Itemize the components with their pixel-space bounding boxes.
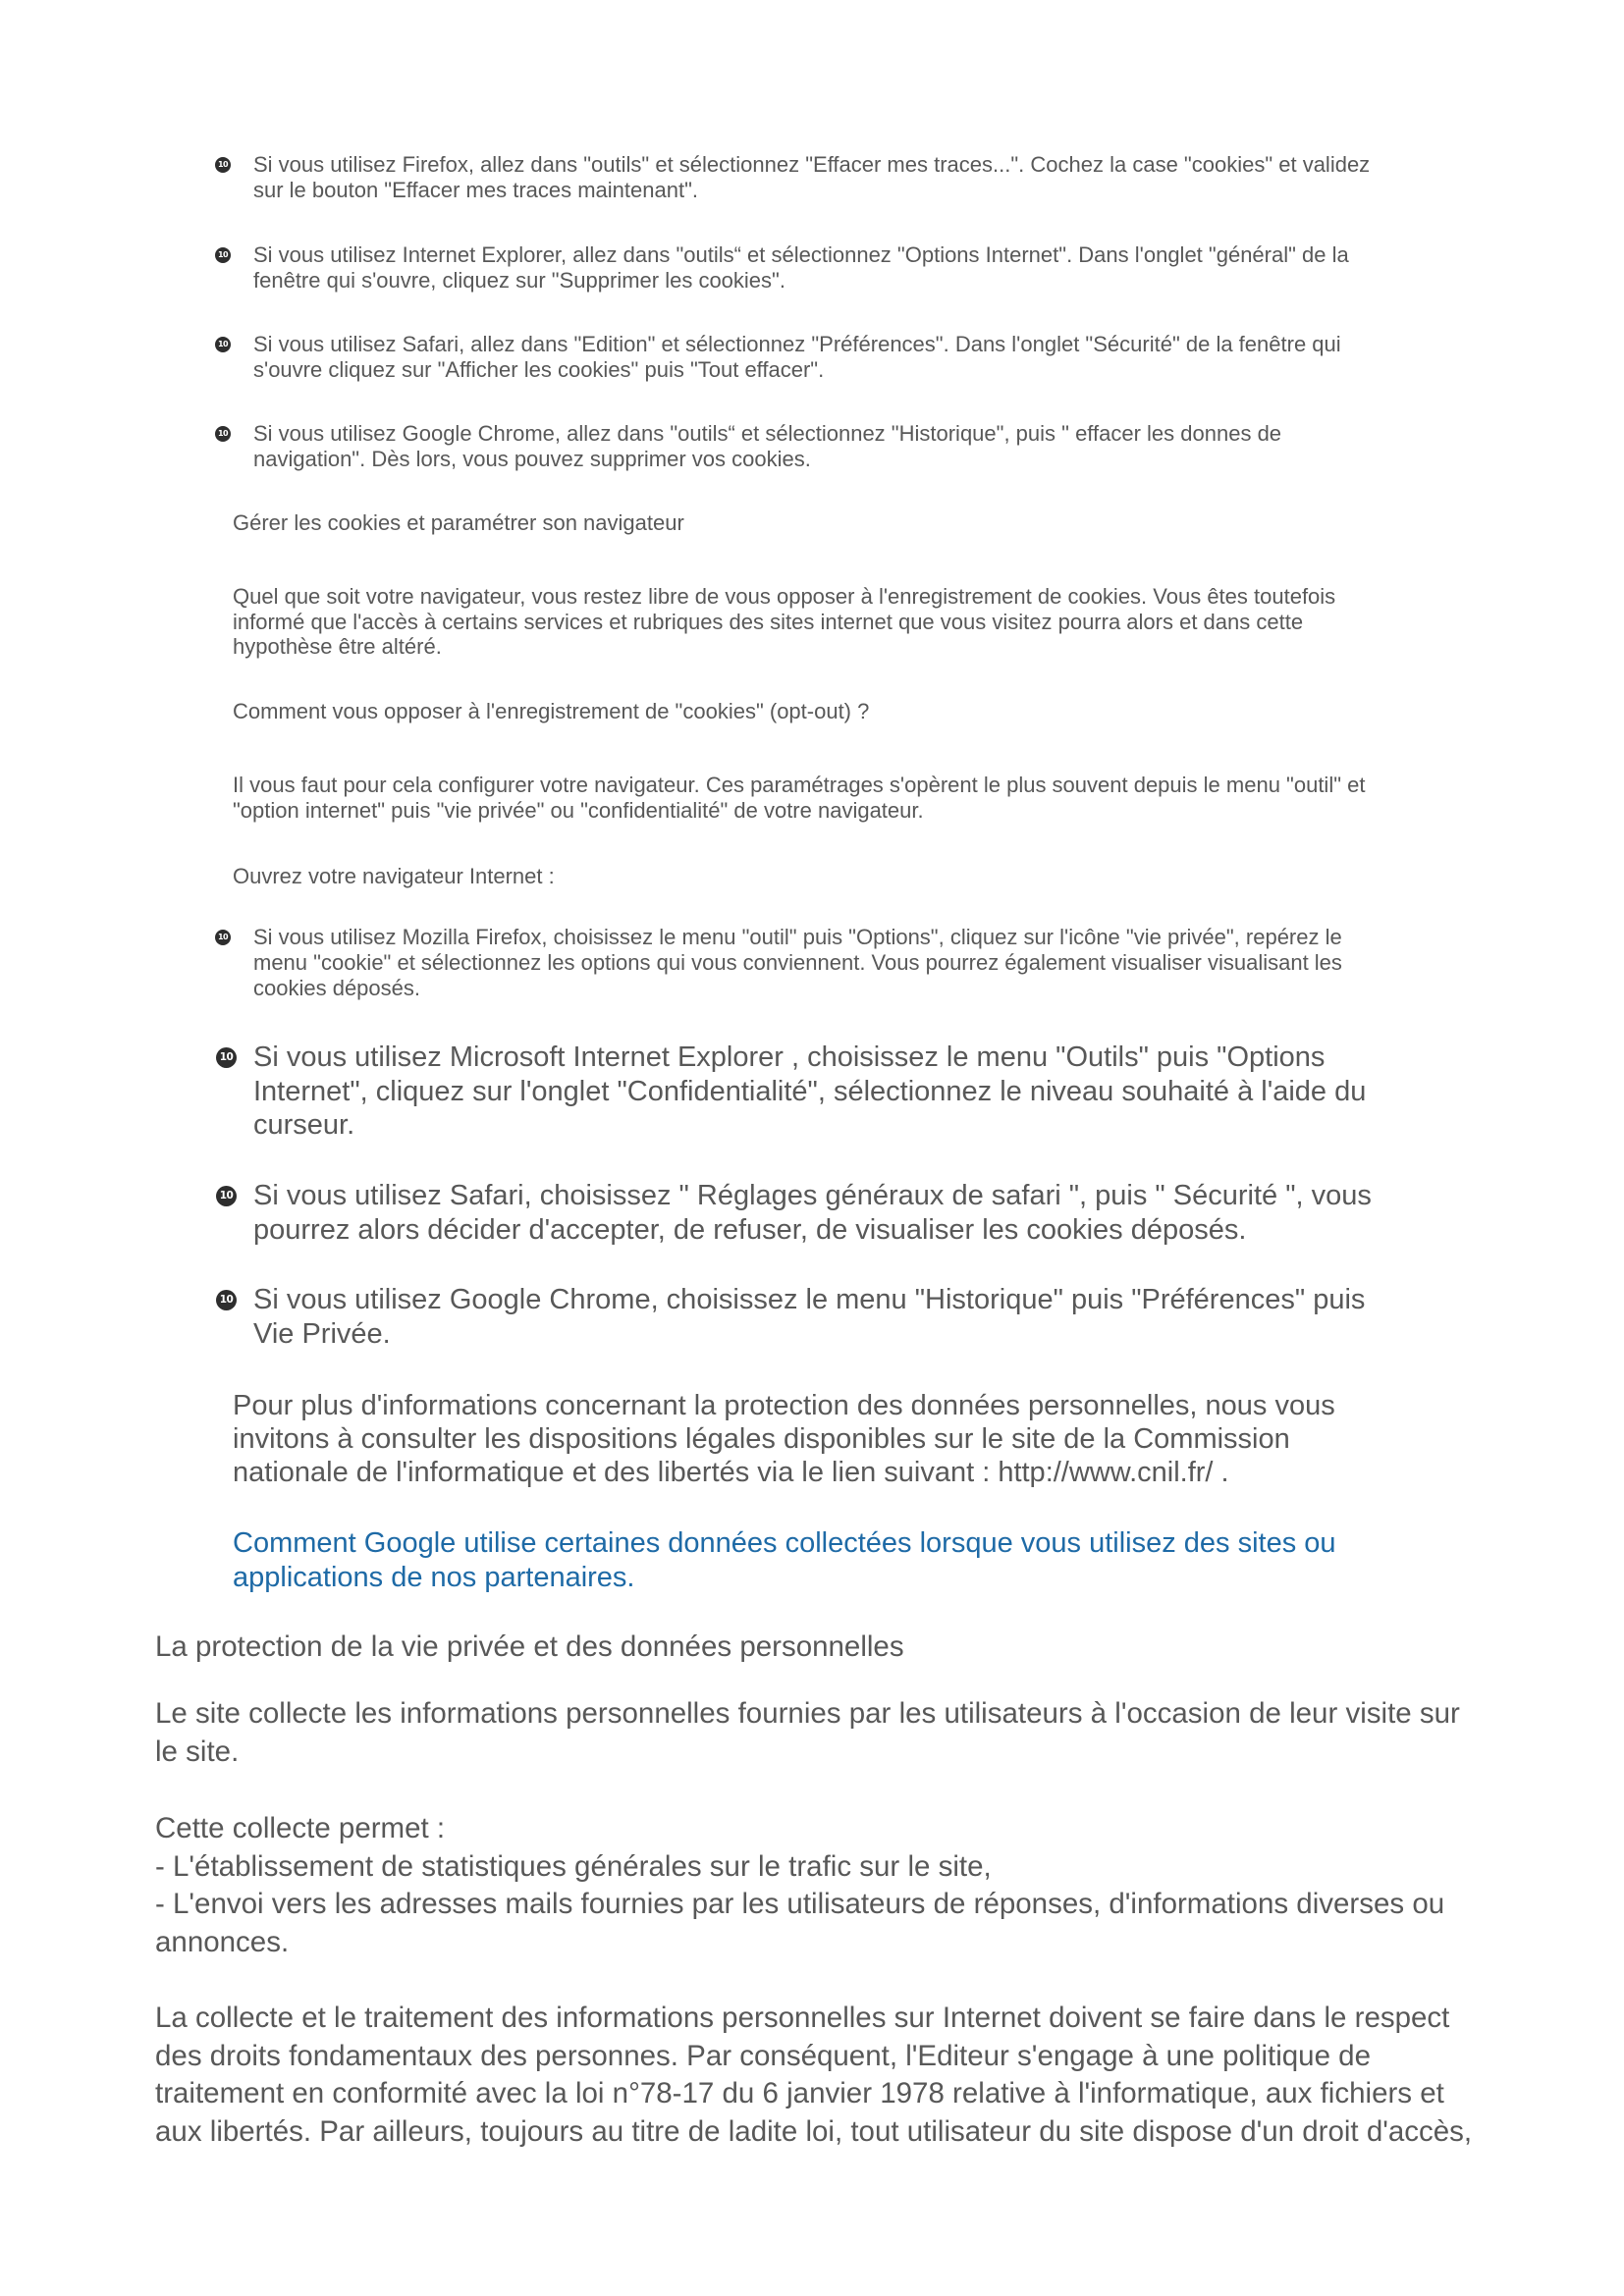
circled-number-ten-icon xyxy=(215,157,231,173)
paragraph-line: traitement en conformité avec la loi n°78-17 du 6 janvier 1978 relative à l'informatique, aux fichiers et xyxy=(155,2077,1444,2109)
step-line: Internet", cliquez sur l'onglet "Confidentialité", sélectionnez le niveau souhaité à l'aide du xyxy=(253,1075,1367,1107)
circled-number-ten-icon xyxy=(215,426,231,442)
browser-step-firefox xyxy=(253,925,1342,1001)
google-partner-data-link[interactable] xyxy=(233,1526,1336,1594)
step-line: sur le bouton "Effacer mes traces maintenant". xyxy=(253,177,698,202)
browser-step-internet-explorer xyxy=(253,1041,1366,1143)
step-line: fenêtre qui s'ouvre, cliquez sur "Supprimer les cookies". xyxy=(253,267,785,293)
privacy-heading: La protection de la vie privée et des données personnelles xyxy=(155,1630,904,1663)
step-line: pourrez alors décider d'accepter, de refuser, de visualiser les cookies déposés. xyxy=(253,1213,1247,1246)
paragraph-line: annonces. xyxy=(155,1925,290,1958)
clear-cookies-step-chrome xyxy=(253,421,1281,471)
step-line: Si vous utilisez Microsoft Internet Explorer , choisissez le menu "Outils" puis "Options xyxy=(253,1041,1326,1073)
step-line: Si vous utilisez Internet Explorer, allez dans "outils“ et sélectionnez "Options Internet". Dans l'onglet "général" de la xyxy=(253,242,1349,267)
step-line: menu "cookie" et sélectionnez les options qui vous conviennent. Vous pourrez également visualiser visualisant les xyxy=(253,950,1342,975)
link-line[interactable]: applications de nos partenaires. xyxy=(233,1561,635,1593)
paragraph-line: Il vous faut pour cela configurer votre navigateur. Ces paramétrages s'opèrent le plus souvent depuis le menu "outil" et xyxy=(233,773,1366,797)
browser-configuration-text xyxy=(233,773,1365,823)
list-item: - L'envoi vers les adresses mails fournies par les utilisateurs de réponses, d'informations diverses ou xyxy=(155,1888,1445,1920)
paragraph-line: invitons à consulter les dispositions légales disponibles sur le site de la Commission xyxy=(233,1423,1290,1455)
open-browser-text: Ouvrez votre navigateur Internet : xyxy=(233,864,555,888)
paragraph-line: nationale de l'informatique et des libertés via le lien suivant : http://www.cnil.fr/ . xyxy=(233,1457,1229,1488)
step-line: s'ouvre cliquez sur "Afficher les cookies" puis "Tout effacer". xyxy=(253,356,825,382)
cnil-notice xyxy=(233,1389,1335,1489)
privacy-collection-text xyxy=(155,1695,1460,1771)
browser-step-safari xyxy=(253,1179,1372,1247)
circled-number-ten-icon xyxy=(216,1186,237,1206)
opt-out-question: Comment vous opposer à l'enregistrement de "cookies" (opt-out) ? xyxy=(233,699,870,723)
paragraph-line: des droits fondamentaux des personnes. Par conséquent, l'Editeur s'engage à une politique de xyxy=(155,2039,1371,2072)
list-item: - L'établissement de statistiques générales sur le trafic sur le site, xyxy=(155,1849,992,1883)
step-line: Si vous utilisez Safari, choisissez " Réglages généraux de safari ", puis " Sécurité ", vous xyxy=(253,1180,1372,1211)
step-line: Si vous utilisez Safari, allez dans "Edition" et sélectionnez "Préférences". Dans l'onglet "Sécurité" de la fenêtre qui xyxy=(253,332,1341,356)
manage-cookies-intro xyxy=(233,584,1335,660)
circled-number-ten-icon xyxy=(216,1047,237,1068)
privacy-rights-text xyxy=(155,2000,1472,2151)
step-line: curseur. xyxy=(253,1109,355,1141)
paragraph-line: Quel que soit votre navigateur, vous restez libre de vous opposer à l'enregistrement de cookies. Vous êtes toutefois xyxy=(233,584,1336,609)
circled-number-ten-icon xyxy=(215,930,231,945)
clear-cookies-step-firefox xyxy=(253,152,1370,202)
circled-number-ten-icon xyxy=(215,247,231,263)
circled-number-ten-icon xyxy=(215,337,231,352)
step-line: cookies déposés. xyxy=(253,976,420,1000)
paragraph-line: le site. xyxy=(155,1735,240,1768)
paragraph-line: Pour plus d'informations concernant la protection des données personnelles, nous vous xyxy=(233,1390,1335,1421)
step-line: Vie Privée. xyxy=(253,1317,391,1350)
privacy-purposes-text xyxy=(155,1810,1444,1961)
paragraph-line: La collecte et le traitement des informations personnelles sur Internet doivent se faire dans le respect xyxy=(155,2002,1450,2034)
step-line: navigation". Dès lors, vous pouvez supprimer vos cookies. xyxy=(253,446,811,471)
google-partner-data-link-block xyxy=(233,1526,1336,1594)
paragraph-line: Cette collecte permet : xyxy=(155,1812,446,1844)
step-line: Si vous utilisez Mozilla Firefox, choisissez le menu "outil" puis "Options", cliquez sur l'icône "vie privée", repérez le xyxy=(253,925,1342,949)
paragraph-line: Le site collecte les informations personnelles fournies par les utilisateurs à l'occasion de leur visite sur xyxy=(155,1697,1460,1730)
paragraph-line: hypothèse être altéré. xyxy=(233,634,442,659)
step-line: Si vous utilisez Google Chrome, allez dans "outils“ et sélectionnez "Historique", puis " effacer les donnes de xyxy=(253,421,1282,446)
manage-cookies-title: Gérer les cookies et paramétrer son navigateur xyxy=(233,510,684,535)
paragraph-line: informé que l'accès à certains services et rubriques des sites internet que vous visitez pourra alors et dans cette xyxy=(233,609,1304,634)
browser-step-chrome xyxy=(253,1283,1365,1351)
link-line[interactable]: Comment Google utilise certaines données collectées lorsque vous utilisez des sites ou xyxy=(233,1527,1336,1559)
clear-cookies-step-internet-explorer xyxy=(253,242,1349,293)
clear-cookies-step-safari xyxy=(253,332,1341,382)
paragraph-line: aux libertés. Par ailleurs, toujours au titre de ladite loi, tout utilisateur du site dispose d'un droit d'accès, xyxy=(155,2114,1473,2148)
circled-number-ten-icon xyxy=(216,1290,237,1310)
step-line: Si vous utilisez Google Chrome, choisissez le menu "Historique" puis "Préférences" puis xyxy=(253,1284,1366,1315)
paragraph-line: "option internet" puis "vie privée" ou "confidentialité" de votre navigateur. xyxy=(233,797,924,823)
step-line: Si vous utilisez Firefox, allez dans "outils" et sélectionnez "Effacer mes traces...". Cochez la case "cookies" et validez xyxy=(253,152,1371,177)
